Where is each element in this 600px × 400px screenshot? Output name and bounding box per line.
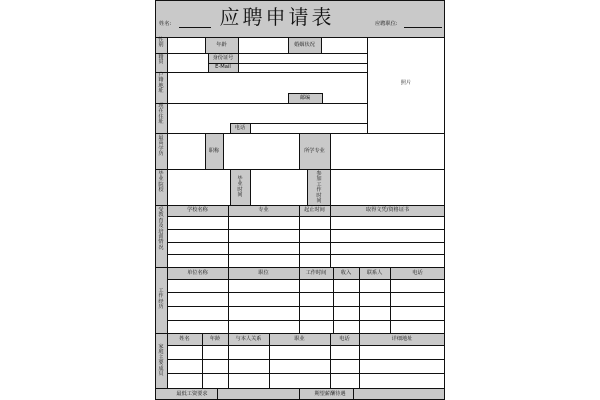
work-col-time: 工作时间	[305, 270, 327, 276]
work-col-income: 收入	[340, 270, 352, 276]
marital-label: 婚姻状况	[294, 42, 315, 48]
grid-line	[167, 254, 445, 255]
grid-line	[167, 320, 445, 321]
min-salary-label: 最低工资要求	[176, 391, 208, 397]
grid-line	[217, 388, 218, 400]
grid-line	[250, 123, 251, 133]
work-col-phone: 电话	[412, 270, 423, 276]
grid-line	[155, 37, 445, 38]
family-col-phone: 电话	[339, 336, 350, 342]
grid-line	[299, 267, 300, 333]
grid-line	[299, 388, 300, 400]
grid-line	[167, 229, 445, 230]
grid-line	[299, 205, 300, 267]
school-label: 毕 业 院 校	[158, 171, 164, 194]
training-col-period: 起止时间	[304, 207, 325, 213]
grid-line	[330, 205, 331, 267]
grid-line	[359, 267, 360, 333]
title-rank-label: 职称	[208, 148, 220, 154]
major-label: 所学专业	[304, 148, 325, 154]
hukou-label: 户 籍 地 址	[158, 72, 164, 95]
age-label: 年龄	[216, 42, 227, 48]
family-col-occupation: 职业	[294, 336, 305, 342]
name-underline	[179, 27, 211, 28]
family-col-relation: 与本人关系	[235, 336, 262, 342]
work-col-company: 单位名称	[187, 270, 208, 276]
grid-line	[155, 0, 445, 1]
work-col-position: 职位	[258, 270, 269, 276]
grid-line	[167, 373, 445, 374]
training-col-school: 学校名称	[187, 207, 208, 213]
grid-line	[228, 267, 229, 333]
grid-line	[167, 306, 445, 307]
expected-pay-label: 期望薪酬待遇	[314, 391, 346, 397]
training-section-label: 受 教 育 及 培 训 情 况	[158, 207, 164, 251]
grid-line	[155, 205, 445, 206]
family-col-name: 姓名	[179, 336, 190, 342]
work-section-label: 工 作 经 历	[158, 288, 164, 311]
grid-line	[155, 53, 367, 54]
work-start-label: 参 加 工 作 时 间	[316, 171, 322, 205]
grid-line	[155, 103, 367, 104]
grid-line	[321, 37, 322, 53]
grid-line	[330, 133, 331, 205]
grid-line	[155, 333, 445, 334]
email-label: E-Mail	[215, 64, 231, 70]
grad-time-label: 毕 业 时 间	[237, 176, 243, 199]
training-col-major: 专业	[258, 207, 269, 213]
native-label: 籍 贯	[158, 54, 164, 66]
work-col-contact: 联系人	[366, 270, 383, 276]
grid-line	[353, 388, 354, 400]
id-label: 身份证号	[212, 55, 234, 61]
gender-label: 性 别	[158, 37, 164, 49]
grid-line	[155, 267, 445, 268]
training-col-certificate: 取得文凭/资格证书	[365, 207, 410, 213]
form-title: 应聘申请表	[219, 5, 335, 29]
grid-line	[167, 345, 445, 346]
grid-line	[155, 72, 367, 73]
grid-line	[288, 93, 322, 94]
family-col-age: 年龄	[209, 336, 221, 342]
grid-line	[228, 205, 229, 267]
position-underline	[404, 27, 442, 28]
grid-line	[390, 267, 391, 333]
grid-line	[167, 216, 445, 217]
name-label: 姓名:	[159, 21, 172, 27]
education-label: 最 高 学 历	[158, 135, 164, 158]
phone-label: 电话	[234, 125, 246, 131]
grid-line	[333, 267, 334, 333]
grid-line	[307, 169, 308, 205]
application-form	[155, 0, 445, 400]
position-label: 应聘职位:	[375, 21, 398, 27]
current-address-label: 现 在 住 址	[158, 103, 164, 126]
grid-line	[238, 37, 239, 72]
grid-line	[167, 242, 445, 243]
grid-line	[230, 169, 231, 205]
grid-line	[155, 133, 445, 134]
family-section-label: 家 庭 主 要 成 员	[158, 344, 164, 378]
grid-line	[167, 292, 445, 293]
grid-line	[250, 169, 251, 205]
zip-label: 邮编	[299, 95, 311, 101]
family-col-address: 详细地址	[391, 336, 413, 342]
grid-line	[167, 359, 445, 360]
grid-line	[155, 169, 445, 170]
grid-line	[322, 93, 323, 103]
grid-line	[155, 388, 445, 389]
grid-line	[167, 279, 445, 280]
photo-label: 照片	[400, 80, 412, 86]
grid-line	[223, 133, 224, 169]
